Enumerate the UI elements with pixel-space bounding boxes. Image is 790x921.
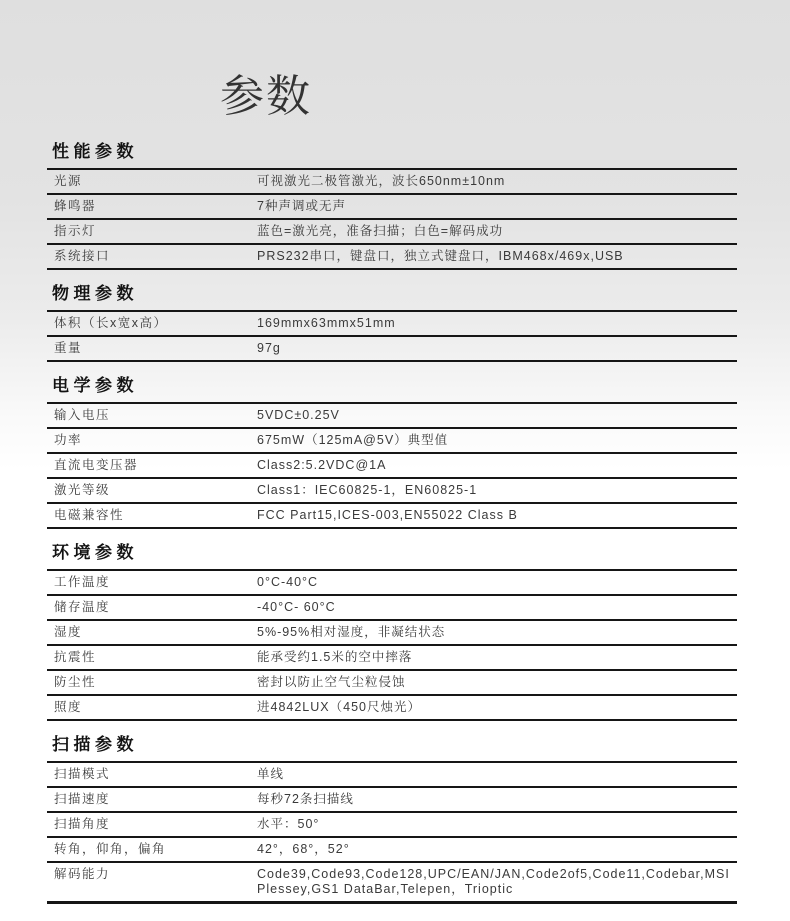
spec-row-value: 5VDC±0.25V — [257, 408, 340, 422]
table-row — [47, 788, 737, 813]
spec-table — [47, 402, 737, 529]
spec-row-label: 扫描角度 — [54, 817, 111, 831]
page-title: 参数 — [220, 72, 312, 121]
table-row — [47, 479, 737, 504]
table-row — [47, 621, 737, 646]
spec-row-label: 防尘性 — [54, 675, 97, 689]
table-row — [47, 337, 737, 362]
table-row — [47, 454, 737, 479]
spec-row-label: 系统接口 — [54, 249, 111, 263]
table-row — [47, 220, 737, 245]
spec-row-label: 照度 — [54, 700, 83, 714]
section-title: 环境参数 — [52, 543, 138, 562]
spec-row-label: 直流电变压器 — [54, 458, 139, 472]
spec-row-value: 5%-95%相对湿度，非凝结状态 — [257, 625, 446, 639]
table-row — [47, 429, 737, 454]
section-title: 物理参数 — [52, 284, 138, 303]
spec-row-value: 97g — [257, 341, 281, 355]
spec-row-value: 能承受约1.5米的空中摔落 — [257, 650, 413, 664]
spec-row-value: 每秒72条扫描线 — [257, 792, 354, 806]
spec-row-label: 体积（长x宽x高） — [54, 316, 168, 330]
table-row — [47, 763, 737, 788]
spec-row-value: 0°C-40°C — [257, 575, 319, 589]
spec-row-value: 675mW（125mA@5V）典型值 — [257, 433, 449, 447]
spec-row-value: 7种声调或无声 — [257, 199, 346, 213]
spec-section — [0, 284, 790, 362]
table-row — [47, 696, 737, 721]
spec-row-label: 工作温度 — [54, 575, 111, 589]
table-row — [47, 195, 737, 220]
table-row — [47, 571, 737, 596]
spec-row-label: 扫描速度 — [54, 792, 111, 806]
spec-section — [0, 142, 790, 270]
spec-row-label: 抗震性 — [54, 650, 97, 664]
spec-row-value: 蓝色=激光亮，准备扫描；白色=解码成功 — [257, 224, 504, 238]
spec-sections — [0, 142, 790, 904]
table-row — [47, 504, 737, 529]
spec-table — [47, 310, 737, 362]
table-row — [47, 838, 737, 863]
table-row — [47, 312, 737, 337]
spec-row-value: FCC Part15,ICES-003,EN55022 Class B — [257, 508, 518, 522]
spec-row-label: 蜂鸣器 — [54, 199, 97, 213]
table-row — [47, 596, 737, 621]
spec-row-label: 扫描模式 — [54, 767, 111, 781]
spec-row-value: 可视激光二极管激光，波长650nm±10nm — [257, 174, 506, 188]
spec-row-value: 进4842LUX（450尺烛光） — [257, 700, 421, 714]
table-row — [47, 671, 737, 696]
spec-row-value: 单线 — [257, 767, 285, 781]
spec-row-label: 储存温度 — [54, 600, 111, 614]
spec-row-label: 电磁兼容性 — [54, 508, 125, 522]
spec-row-value: 密封以防止空气尘粒侵蚀 — [257, 675, 406, 689]
spec-row-value: 水平：50° — [257, 817, 320, 831]
spec-row-value: Class1：IEC60825-1，EN60825-1 — [257, 483, 478, 497]
spec-row-label: 功率 — [54, 433, 83, 447]
spec-row-value: 169mmx63mmx51mm — [257, 316, 396, 330]
spec-row-label: 激光等级 — [54, 483, 111, 497]
table-row — [47, 863, 737, 904]
spec-row-label: 光源 — [54, 174, 83, 188]
spec-row-label: 指示灯 — [54, 224, 97, 238]
spec-table — [47, 761, 737, 904]
spec-row-label: 解码能力 — [54, 867, 111, 881]
table-row — [47, 813, 737, 838]
spec-section — [0, 735, 790, 904]
section-title: 性能参数 — [52, 142, 138, 161]
spec-row-value: -40°C- 60°C — [257, 600, 336, 614]
spec-row-label: 转角，仰角，偏角 — [54, 842, 167, 856]
table-row — [47, 245, 737, 270]
spec-row-label: 输入电压 — [54, 408, 111, 422]
table-row — [47, 170, 737, 195]
spec-section — [0, 543, 790, 721]
spec-row-label: 湿度 — [54, 625, 83, 639]
table-row — [47, 646, 737, 671]
spec-table — [47, 168, 737, 270]
spec-row-label: 重量 — [54, 341, 83, 355]
spec-row-value: 42°，68°，52° — [257, 842, 350, 856]
spec-row-value: Class2:5.2VDC@1A — [257, 458, 387, 472]
section-title: 电学参数 — [52, 376, 138, 395]
spec-table — [47, 569, 737, 721]
section-title: 扫描参数 — [52, 735, 138, 754]
table-row — [47, 404, 737, 429]
spec-section — [0, 376, 790, 529]
spec-row-value: Code39,Code93,Code128,UPC/EAN/JAN,Code2of5,Code11,Codebar,MSI Plessey,GS1 DataBar,Telepen，Trioptic — [257, 867, 730, 896]
spec-row-value: PRS232串口，键盘口，独立式键盘口，IBM468x/469x,USB — [257, 249, 624, 263]
